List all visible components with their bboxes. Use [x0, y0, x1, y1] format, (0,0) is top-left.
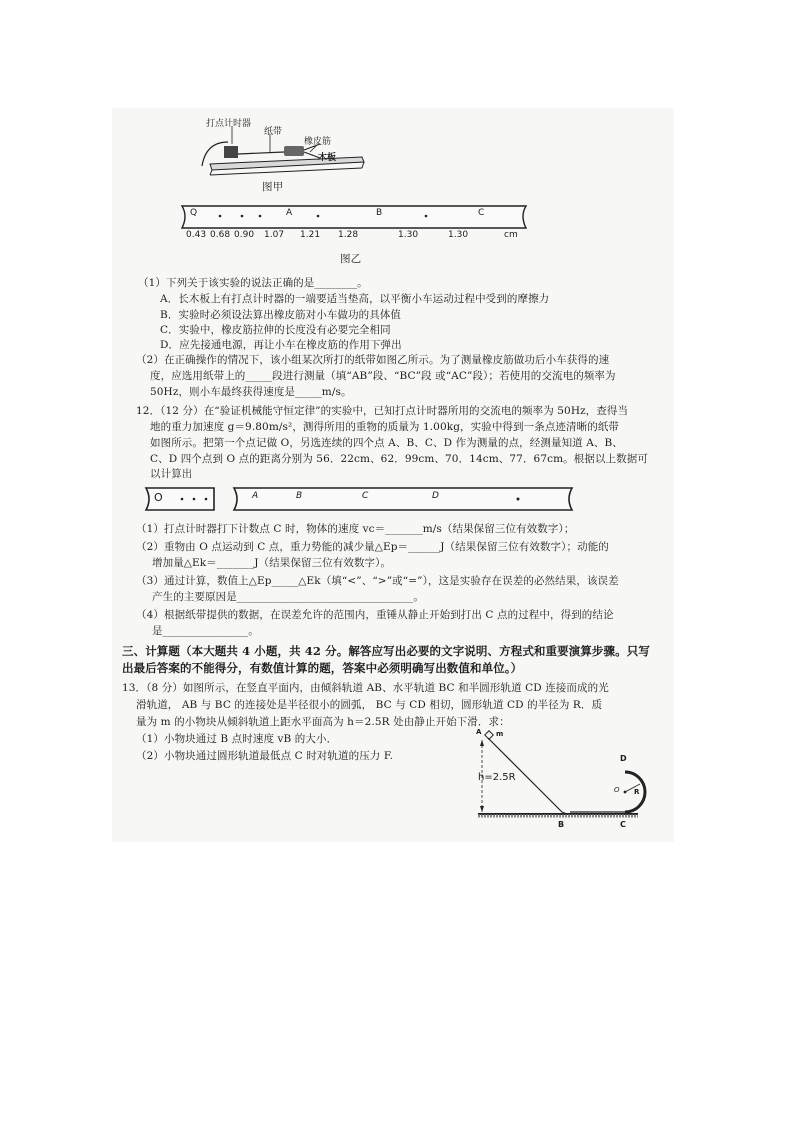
- q11-part2-line3: 50Hz，则小车最终获得速度是_____m/s。: [150, 386, 352, 398]
- q13-line1: 13．（8 分）如图所示，在竖直平面内，由倾斜轨道 AB、水平轨道 BC 和半圆形轨道 CD 连接而成的光: [122, 682, 609, 694]
- q13-part1: （1）小物块通过 B 点时速度 vB 的大小．: [136, 733, 338, 745]
- q12-point-d: D: [432, 491, 439, 501]
- q11-part2-line2: 度，应选用纸带上的_____段进行测量（填“AB”段、“BC”段 或“AC”段）；若使用的交流电的频率为: [150, 370, 616, 382]
- q13-part2: （2）小物块通过圆形轨道最低点 C 时对轨道的压力 F.: [136, 750, 394, 762]
- tape-point-q: Q: [190, 208, 198, 218]
- board-label: 木板: [318, 153, 337, 163]
- q11-part2-line1: （2）在正确操作的情况下，该小组某次所打的纸带如图乙所示。为了测量橡皮筋做功后小车获得的速: [136, 354, 610, 366]
- track-point-c: C: [620, 820, 626, 829]
- q12-tape-figure: [140, 484, 580, 514]
- scale-unit: cm: [504, 230, 518, 240]
- q13-line2: 滑轨道， AB 与 BC 的连接处是半径很小的圆弧， BC 与 CD 相切，圆形轨道 CD 的半径为 R．质: [136, 699, 603, 711]
- q11-option-a: A．长木板上有打点计时器的一端要适当垫高，以平衡小车运动过程中受到的摩擦力: [160, 293, 550, 305]
- q13-line3: 量为 m 的小物块从倾斜轨道上距水平面高为 h＝2.5R 处由静止开始下滑．求：: [136, 716, 510, 728]
- q11-option-b: B．实验时必须设法算出橡皮筋对小车做功的具体值: [160, 309, 402, 321]
- figure-yi: [176, 202, 532, 246]
- q12-point-o: O: [154, 491, 163, 504]
- track-height-label: h=2.5R: [478, 772, 516, 783]
- figure-jia-caption: 图甲: [262, 181, 284, 193]
- figure-yi-caption: 图乙: [340, 253, 362, 265]
- band-label: 橡皮筋: [304, 137, 332, 147]
- q12-line3: 如图所示。把第一个点记做 O，另选连续的四个点 A、B、C、D 作为测量的点，经测量知道 A、B、: [150, 437, 623, 449]
- scale-label: 1.07: [264, 230, 285, 240]
- q12-point-b: B: [296, 491, 303, 501]
- track-point-a: A: [476, 728, 482, 736]
- figure-jia: [192, 112, 392, 192]
- q12-line5: 以计算出: [150, 468, 193, 480]
- scale-label: 0.43: [186, 230, 207, 240]
- tape-point-c: C: [478, 208, 485, 218]
- scale-label: 1.28: [338, 230, 359, 240]
- q12-sub4-a: （4）根据纸带提供的数据，在误差允许的范围内，重锤从静止开始到打出 C 点的过程中，得到的结论: [136, 609, 614, 621]
- q12-sub2-a: （2）重物由 O 点运动到 C 点，重力势能的减少量△Ep＝______J（结果保留三位有效数字）；动能的: [136, 541, 609, 553]
- q12-line2: 地的重力加速度 g＝9.80m/s²，测得所用的重物的质量为 1.00kg，实验中得到一条点迹清晰的纸带: [150, 421, 620, 433]
- q12-tape-drawing: [140, 484, 580, 514]
- track-mass-m: m: [496, 730, 504, 738]
- track-point-d: D: [620, 754, 627, 763]
- track-center-o: O: [614, 786, 620, 794]
- track-point-b: B: [558, 820, 565, 829]
- q12-point-c: C: [362, 491, 369, 501]
- track-radius-r: R: [634, 788, 640, 796]
- q13-track-figure: [470, 728, 670, 838]
- q12-sub3-b: 产生的主要原因是_________________________________。: [152, 591, 424, 603]
- q12-sub3-a: （3）通过计算，数值上△Ep_____△Ek（填“<”、“>”或“=”），这是实验存在误差的必然结果，该误差: [136, 575, 619, 587]
- q12-sub2-b: 增加量△Ek＝_______J（结果保留三位有效数字）。: [152, 557, 392, 569]
- timer-label: 打点计时器: [206, 119, 252, 129]
- q11-part1-stem: （1）下列关于该实验的说法正确的是________。: [138, 277, 368, 289]
- q12-sub1: （1）打点计时器打下计数点 C 时，物体的速度 vc＝_______m/s（结果保留三位有效数字）；: [136, 523, 575, 535]
- q12-point-a: A: [252, 491, 259, 501]
- section3-heading-line2: 出最后答案的不能得分，有数值计算的题，答案中必须明确写出数值和单位。）: [122, 661, 523, 675]
- scale-label: 1.30: [448, 230, 469, 240]
- scale-label: 1.30: [398, 230, 419, 240]
- q11-option-d: D．应先接通电源，再让小车在橡皮筋的作用下弹出: [160, 339, 402, 351]
- q12-sub4-b: 是________________。: [152, 625, 259, 637]
- tape-point-a: A: [286, 208, 293, 218]
- section3-heading-line1: 三、计算题（本大题共 4 小题，共 42 分。解答应写出必要的文字说明、方程式和重要演算步骤。只写: [122, 644, 650, 658]
- scale-label: 1.21: [300, 230, 321, 240]
- q12-line4: C、D 四个点到 O 点的距离分别为 56．22cm、62．99cm、70．14cm、77．67cm。根据以上数据可: [150, 453, 648, 465]
- scale-label: 0.68: [210, 230, 231, 240]
- track-drawing: [470, 728, 670, 838]
- tape-label: 纸带: [264, 127, 283, 137]
- scale-label: 0.90: [234, 230, 255, 240]
- q12-line1: 12．（12 分）在“验证机械能守恒定律”的实验中，已知打点计时器所用的交流电的频率为 50Hz，查得当: [136, 405, 629, 417]
- q11-option-c: C．实验中，橡皮筋拉伸的长度没有必要完全相同: [160, 324, 391, 336]
- tape-point-b: B: [376, 208, 383, 218]
